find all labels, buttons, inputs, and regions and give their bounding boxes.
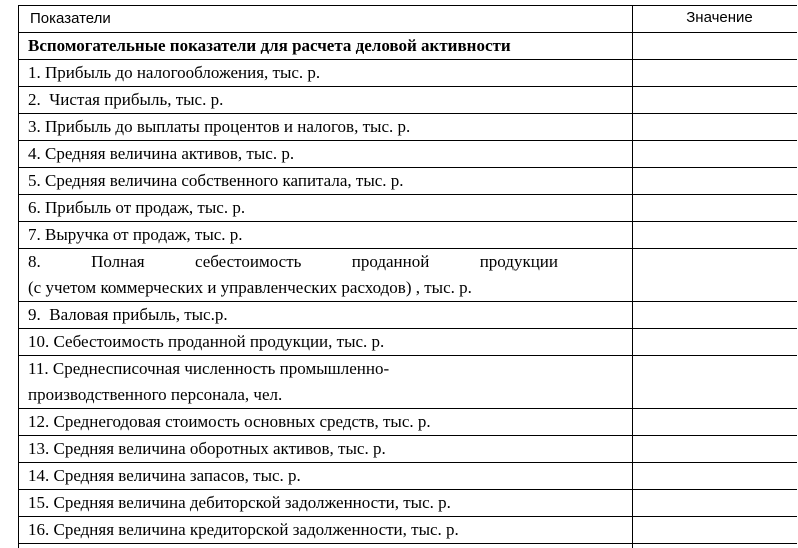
table-header-row [19,6,798,33]
row-label: 7. Выручка от продаж, тыс. р. [19,222,633,249]
table-row [19,168,798,195]
row-label: 13. Средняя величина оборотных активов, тыс. р. [19,436,633,463]
row-label [19,356,633,409]
row-label: 4. Средняя величина активов, тыс. р. [19,141,633,168]
indicators-table [18,5,797,548]
value-cell[interactable] [633,329,798,356]
table-row [19,490,798,517]
label-word: проданной [351,252,430,271]
row-label: 2. Чистая прибыль, тыс. р. [19,87,633,114]
section-value-cell[interactable] [633,33,798,60]
row-label-line1: 11. Среднесписочная численность промышленно- [28,359,390,378]
header-indicators: Показатели [19,6,633,33]
section-title: Вспомогательные показатели для расчета деловой активности [19,33,633,60]
row-label: 16. Средняя величина кредиторской задолженности, тыс. р. [19,517,633,544]
row-label: 3. Прибыль до выплаты процентов и налогов, тыс. р. [19,114,633,141]
row-label: 1. Прибыль до налогообложения, тыс. р. [19,60,633,87]
table-row [19,114,798,141]
value-cell[interactable] [633,195,798,222]
label-word: себестоимость [194,252,302,271]
label-word: продукции [479,252,558,271]
row-label: 10. Себестоимость проданной продукции, тыс. р. [19,329,633,356]
table-row-partial [19,544,798,548]
value-cell[interactable] [633,249,798,302]
value-cell[interactable] [633,114,798,141]
table-row [19,249,798,302]
value-cell[interactable] [633,302,798,329]
table-row [19,222,798,249]
row-label [19,249,633,302]
table-row [19,517,798,544]
row-label: 12. Среднегодовая стоимость основных средств, тыс. р. [19,409,633,436]
section-row [19,33,798,60]
header-value: Значение [633,6,798,33]
value-cell[interactable] [633,463,798,490]
table-row [19,195,798,222]
row-label-line2: производственного персонала, чел. [28,385,283,404]
value-cell[interactable] [633,544,798,548]
table-row [19,356,798,409]
row-label: 15. Средняя величина дебиторской задолженности, тыс. р. [19,490,633,517]
value-cell[interactable] [633,222,798,249]
row-label: 5. Средняя величина собственного капитала, тыс. р. [19,168,633,195]
table-row [19,302,798,329]
indicators-document [18,5,797,548]
value-cell[interactable] [633,87,798,114]
row-label: 9. Валовая прибыль, тыс.р. [19,302,633,329]
value-cell[interactable] [633,490,798,517]
table-row [19,87,798,114]
table-row [19,60,798,87]
value-cell[interactable] [633,168,798,195]
value-cell[interactable] [633,60,798,87]
row-label-empty [19,544,633,548]
table-row [19,463,798,490]
table-row [19,436,798,463]
table-row [19,141,798,168]
label-word: 8. [28,252,41,271]
table-row [19,409,798,436]
value-cell[interactable] [633,409,798,436]
value-cell[interactable] [633,517,798,544]
row-label-line1 [28,249,558,275]
label-word: Полная [91,252,145,271]
value-cell[interactable] [633,356,798,409]
row-label-line2: (с учетом коммерческих и управленческих расходов) , тыс. р. [28,278,472,297]
value-cell[interactable] [633,436,798,463]
table-row [19,329,798,356]
row-label: 6. Прибыль от продаж, тыс. р. [19,195,633,222]
row-label: 14. Средняя величина запасов, тыс. р. [19,463,633,490]
value-cell[interactable] [633,141,798,168]
